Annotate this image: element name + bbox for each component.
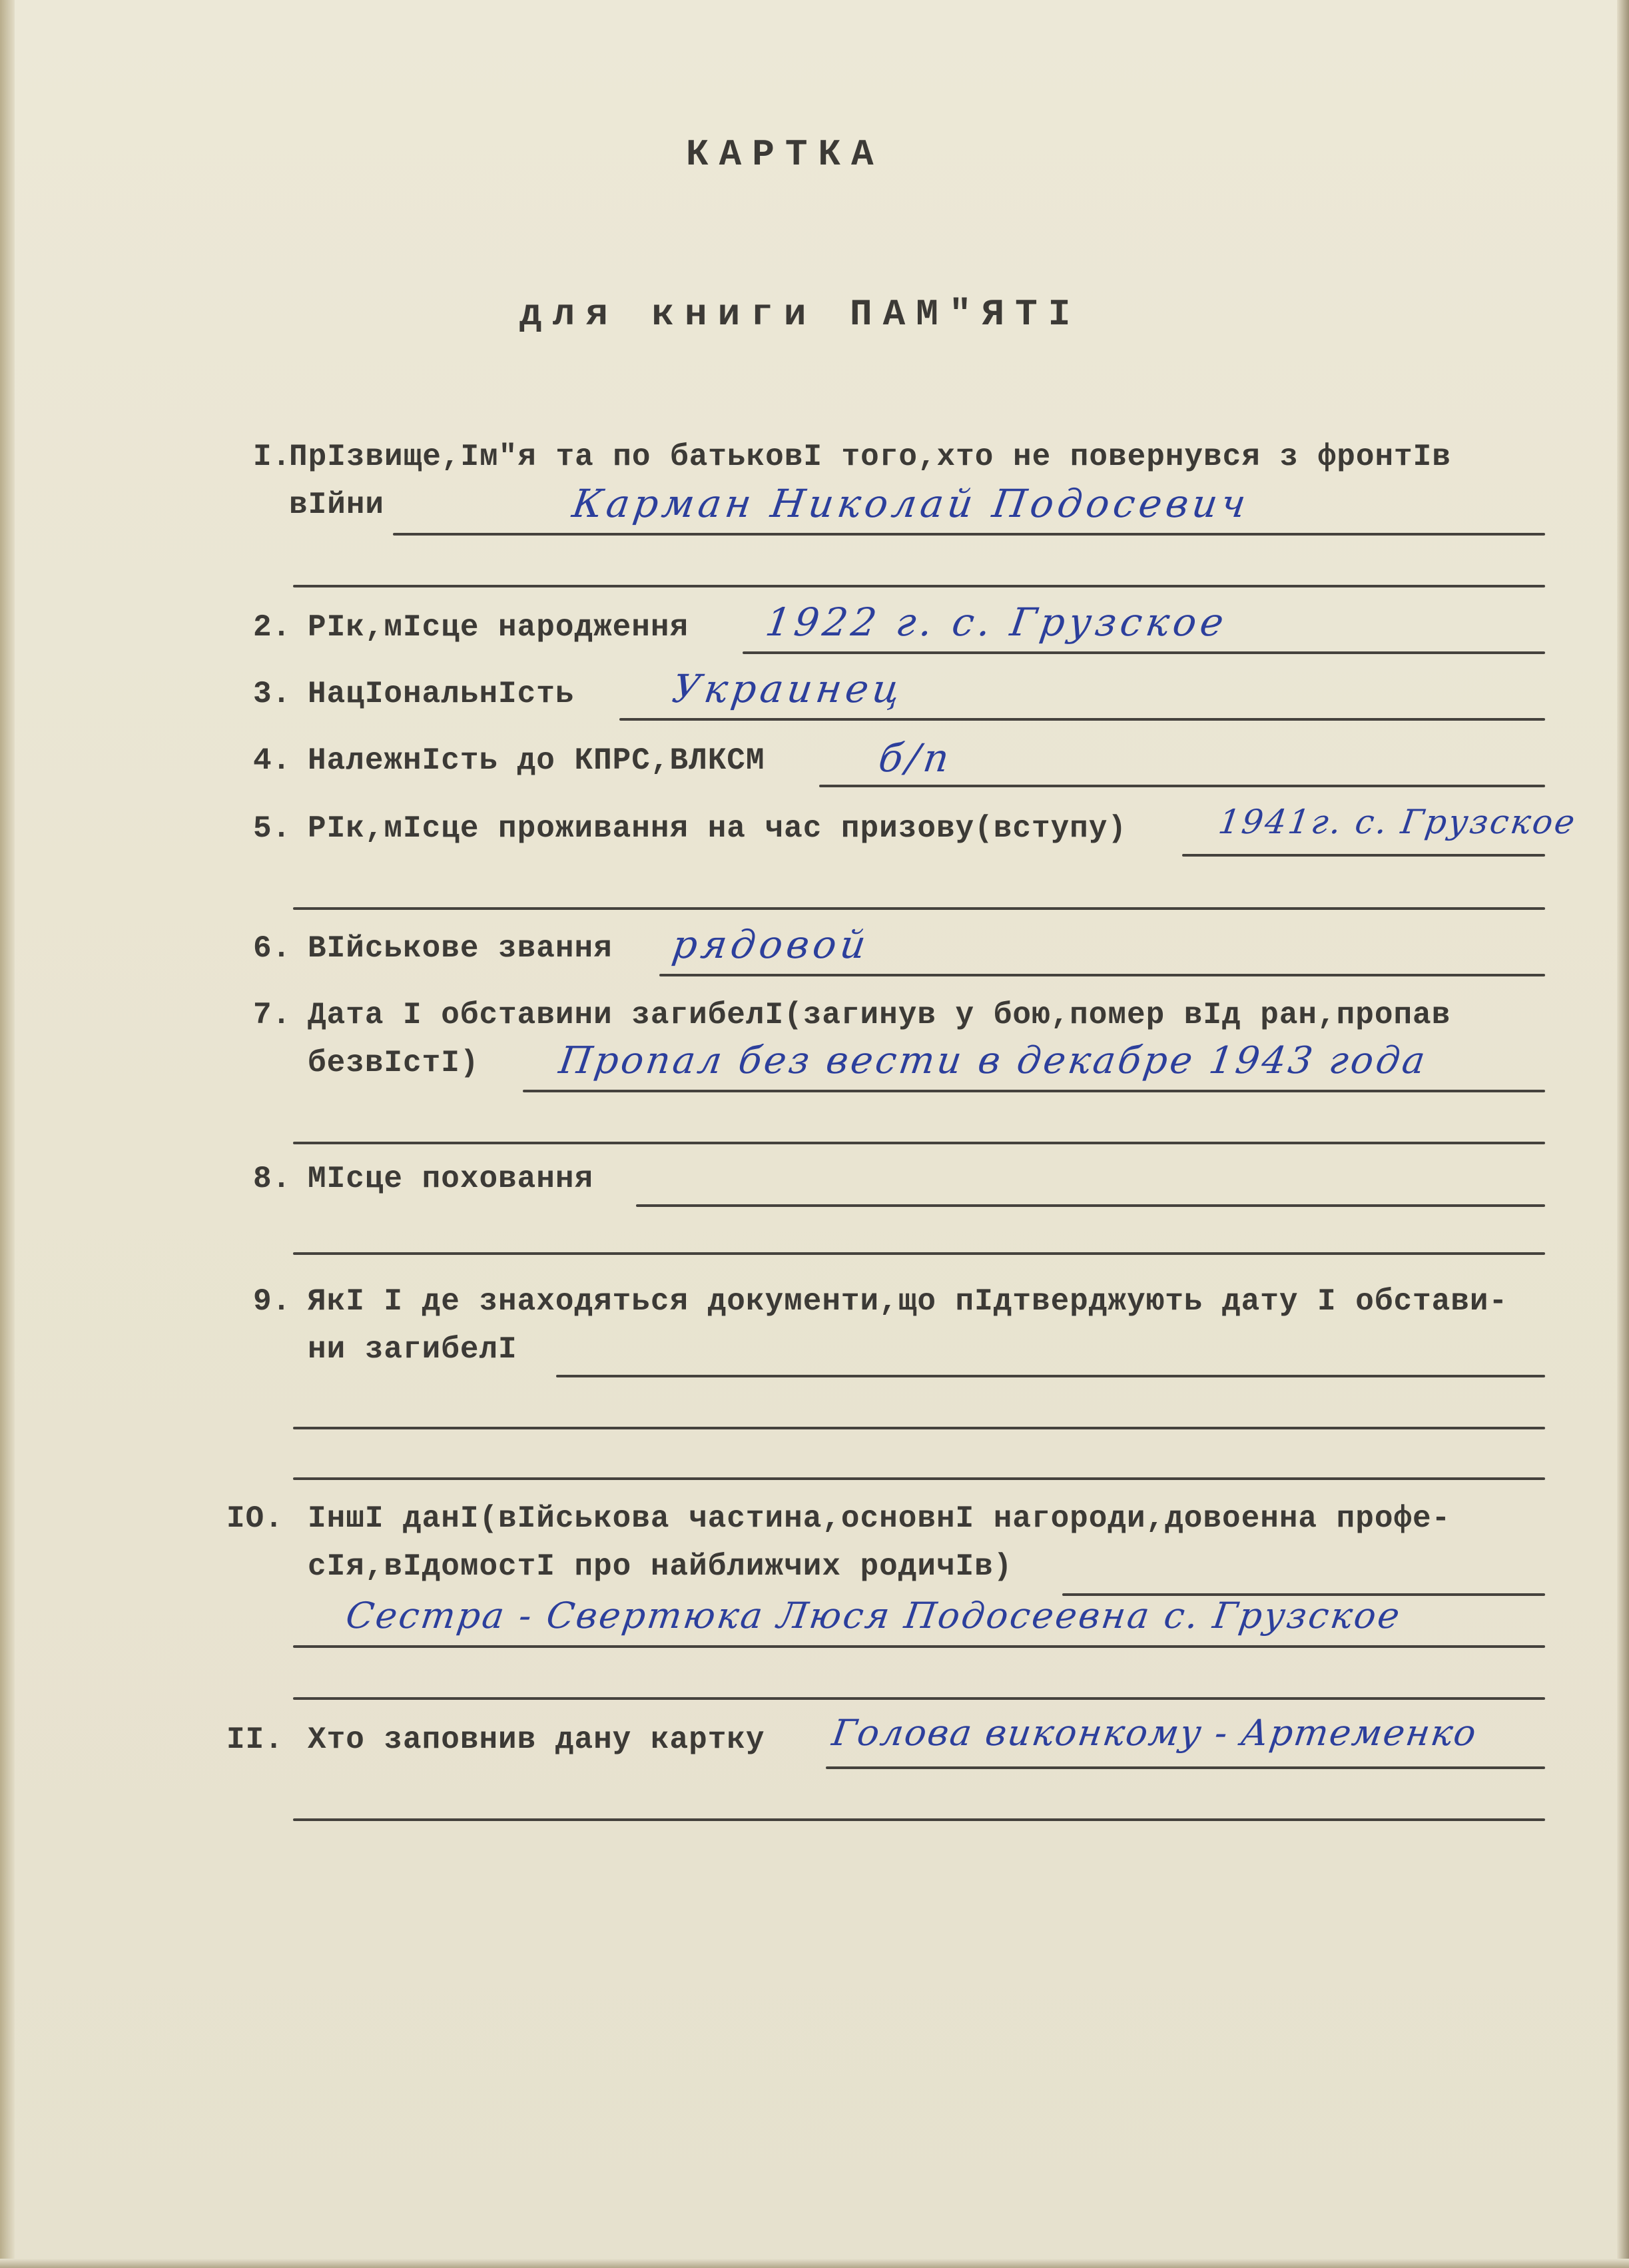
field-10-label-line-1: ІншІ данІ(вІйськова частина,основнІ нагороди,довоенна профе- bbox=[308, 1501, 1451, 1536]
field-7-answer-line-1 bbox=[523, 1090, 1545, 1092]
field-10-label-line-2: сІя,вІдомостІ про найближчих родичІв) bbox=[308, 1549, 1013, 1584]
field-6-answer-line bbox=[659, 974, 1545, 976]
field-9-label-line-2: ни загибелІ bbox=[308, 1332, 517, 1367]
field-4-value: б/п bbox=[876, 735, 956, 781]
field-6-value: рядовой bbox=[669, 922, 873, 967]
field-5-label: РІк,мІсце проживання на час призову(вступу) bbox=[308, 811, 1127, 846]
field-3-label: НацІональнІсть bbox=[308, 677, 575, 711]
field-11-answer-line-2 bbox=[293, 1818, 1545, 1821]
field-9-label-line-1: ЯкІ І де знаходяться документи,що пІдтверджують дату І обстави- bbox=[308, 1284, 1508, 1319]
field-9-answer-line-2 bbox=[293, 1427, 1545, 1429]
field-9-number: 9. bbox=[253, 1284, 292, 1319]
field-1-label-line-2: вІйни bbox=[289, 488, 385, 522]
field-1-answer-line-2 bbox=[293, 585, 1545, 587]
field-5-value: 1941г. с. Грузское bbox=[1215, 803, 1580, 841]
field-8-label: МІсце поховання bbox=[308, 1162, 594, 1196]
field-10-number: IO. bbox=[226, 1501, 284, 1536]
field-8-answer-line-1 bbox=[636, 1204, 1545, 1207]
field-1-value: Карман Николай Подосевич bbox=[569, 481, 1253, 526]
field-7-value: Пропал без вести в декабре 1943 года bbox=[556, 1039, 1431, 1082]
field-4-answer-line bbox=[819, 785, 1545, 787]
field-5-number: 5. bbox=[253, 811, 292, 846]
field-11-answer-line-1 bbox=[826, 1766, 1545, 1769]
field-10-answer-line-2 bbox=[293, 1645, 1545, 1648]
field-2-value: 1922 г. с. Грузское bbox=[763, 599, 1231, 645]
field-2-answer-line bbox=[743, 651, 1545, 654]
field-7-label-line-2: безвІстІ) bbox=[308, 1046, 480, 1080]
field-9-answer-line-3 bbox=[293, 1477, 1545, 1480]
field-4-number: 4. bbox=[253, 743, 292, 778]
field-8-answer-line-2 bbox=[293, 1252, 1545, 1255]
field-7-answer-line-2 bbox=[293, 1142, 1545, 1144]
form-title: КАРТКА bbox=[686, 133, 884, 176]
paper-edge-left bbox=[0, 0, 15, 2268]
field-5-answer-line-1 bbox=[1182, 854, 1545, 857]
field-11-label: Хто заповнив дану картку bbox=[308, 1722, 765, 1757]
field-10-value: Сестра - Свертюка Люся Подосеевна с. Грузское bbox=[343, 1595, 1405, 1637]
paper-edge-bottom bbox=[0, 2259, 1629, 2268]
field-3-value: Украинец bbox=[669, 666, 907, 711]
field-11-number: II. bbox=[226, 1722, 284, 1757]
field-2-label: РІк,мІсце народження bbox=[308, 610, 689, 645]
field-7-label-line-1: Дата І обставини загибелІ(загинув у бою,помер вІд ран,пропав bbox=[308, 998, 1451, 1032]
field-3-number: 3. bbox=[253, 677, 292, 711]
field-6-number: 6. bbox=[253, 931, 292, 966]
paper-edge-right bbox=[1617, 0, 1629, 2268]
field-1-answer-line-1 bbox=[393, 533, 1545, 536]
field-11-value: Голова виконкому - Артеменко bbox=[829, 1712, 1480, 1754]
field-10-answer-line-3 bbox=[293, 1697, 1545, 1700]
field-9-answer-line-1 bbox=[556, 1375, 1545, 1377]
field-8-number: 8. bbox=[253, 1162, 292, 1196]
field-1-number: I. bbox=[253, 440, 292, 474]
form-subtitle: для книги ПАМ"ЯТІ bbox=[519, 293, 1082, 336]
field-2-number: 2. bbox=[253, 610, 292, 645]
field-5-answer-line-2 bbox=[293, 907, 1545, 910]
field-6-label: ВІйськове звання bbox=[308, 931, 613, 966]
field-4-label: НалежнІсть до КПРС,ВЛКСМ bbox=[308, 743, 765, 778]
field-7-number: 7. bbox=[253, 998, 292, 1032]
field-3-answer-line bbox=[619, 718, 1545, 721]
field-1-label-line-1: ПрІзвище,Ім"я та по батьковІ того,хто не повернувся з фронтІв bbox=[289, 440, 1451, 474]
